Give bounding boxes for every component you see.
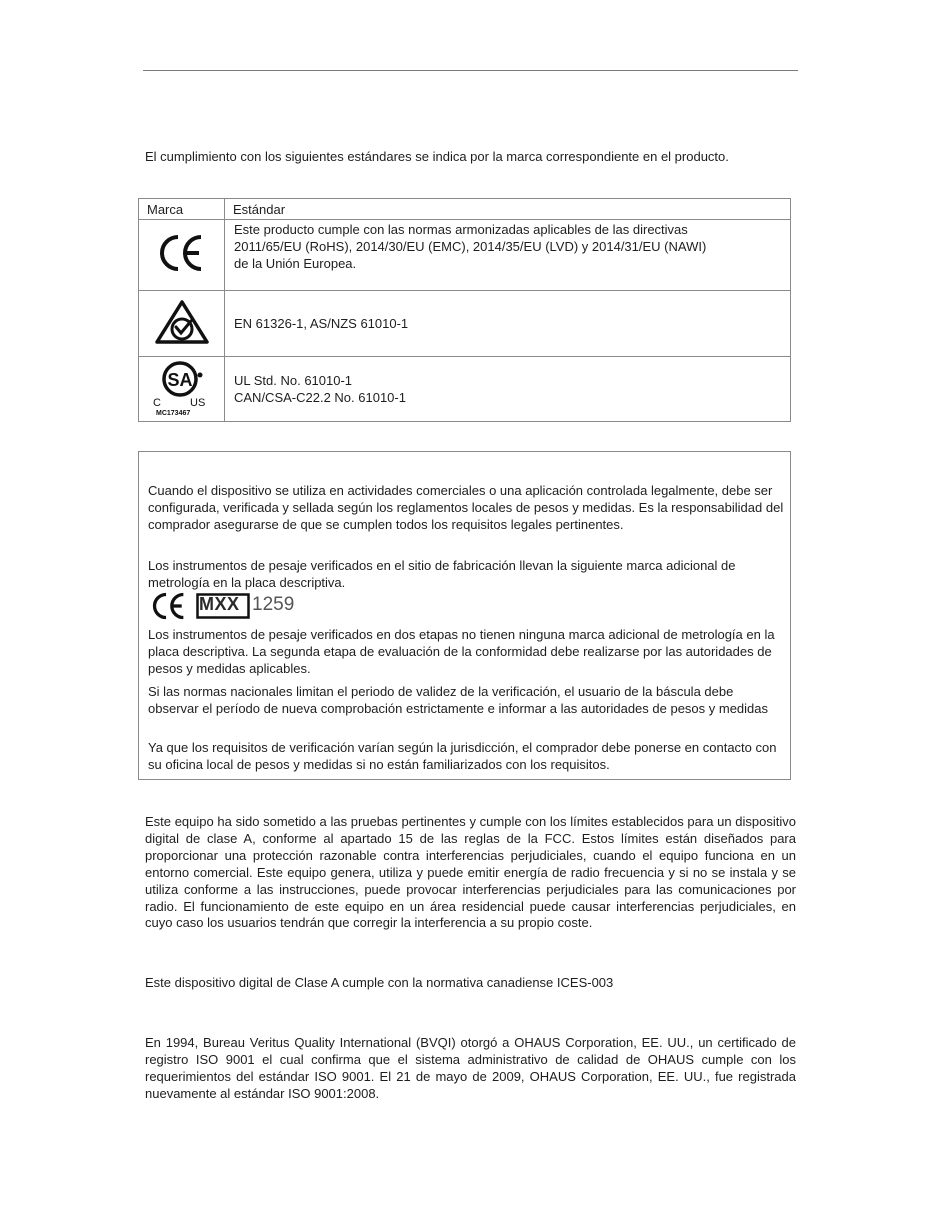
rcm-standard-line: EN 61326-1, AS/NZS 61010-1 [234, 316, 409, 331]
legal-paragraph: Ya que los requisitos de verificación varían según la jurisdicción, el comprador debe ponerse en contacto con su oficina local de pesos y medidas si no están familiarizados con los requisitos. [148, 740, 777, 772]
header-marca: Marca [139, 199, 225, 220]
ce-standard-line: de la Unión Europea. [234, 256, 357, 271]
csa-mark-icon [150, 357, 214, 417]
legal-paragraph: Los instrumentos de pesaje verificados en el sitio de fabricación llevan la siguiente marca adicional de metrología en la placa descriptiva. [148, 558, 736, 590]
ce-mark-icon [157, 233, 207, 273]
header-estandar: Estándar [225, 199, 791, 220]
svg-text:SA: SA [166, 370, 193, 390]
metrology-box-text: MXX [199, 594, 240, 614]
ices-statement: Este dispositivo digital de Clase A cumple con la normativa canadiense ICES-003 [145, 975, 614, 990]
csa-standard-line: UL Std. No. 61010-1 [234, 373, 353, 388]
ce-mark-icon [150, 592, 192, 620]
csa-standard-line: CAN/CSA-C22.2 No. 61010-1 [234, 390, 406, 405]
csa-code-label: MC173467 [155, 410, 190, 417]
metrology-number: 1259 [252, 594, 295, 615]
csa-c-label: C [152, 397, 161, 409]
legal-metrology-box [138, 451, 791, 780]
rcm-mark-icon [154, 299, 210, 345]
header-rule [143, 70, 798, 71]
table-row [139, 220, 791, 291]
ce-standard-line: 2011/65/EU (RoHS), 2014/30/EU (EMC), 2014/35/EU (LVD) y 2014/31/EU (NAWI) [234, 239, 707, 254]
compliance-marks-table [138, 198, 791, 422]
legal-paragraph: Si las normas nacionales limitan el periodo de validez de la verificación, el usuario de la báscula debe observar el período de nueva comprobación estrictamente e informar a las autoridades de pesos y medidas [148, 684, 769, 716]
fcc-statement: Este equipo ha sido sometido a las pruebas pertinentes y cumple con los límites establecidos para un dispositivo digital de clase A, conforme al apartado 15 de las reglas de la FCC. Estos límites están diseñados para proporcionar una protección razonable contra interferencias perjudiciales, cuando el equipo funciona en un entorno comercial. Este equipo genera, utiliza y puede emitir energía de radio frecuencia y si no se instala y se utiliza conforme a las instrucciones, puede provocar interferencias perjudiciales para las comunicaciones por radio. El funcionamiento de este equipo en un área residencial puede causar interferencias perjudiciales, en cuyo caso los usuarios tendrán que corregir la interferencia a su propio coste. [145, 814, 796, 931]
table-row [139, 357, 791, 422]
table-row [139, 291, 791, 357]
legal-paragraph: Los instrumentos de pesaje verificados en dos etapas no tienen ninguna marca adicional de metrología en la placa descriptiva. La segunda etapa de evaluación de la conformidad debe realizarse por las autoridades de pesos y medidas aplicables. [148, 627, 775, 676]
table-header-row [139, 199, 791, 220]
legal-paragraph: Cuando el dispositivo se utiliza en actividades comerciales o una aplicación controlada legalmente, debe ser configurada, verificada y sellada según los reglamentos locales de pesos y medidas. Es la responsabilidad del comprador asegurarse de que se cumplen todos los requisitos legales pertinentes. [148, 483, 784, 532]
csa-us-label: US [189, 397, 205, 409]
ce-standard-line: Este producto cumple con las normas armonizadas aplicables de las directivas [234, 222, 688, 237]
iso-statement: En 1994, Bureau Veritus Quality International (BVQI) otorgó a OHAUS Corporation, EE. UU., un certificado de registro ISO 9001 el cual confirma que el sistema administrativo de calidad de OHAUS cumple con los requerimientos del estándar ISO 9001. El 21 de mayo de 2009, OHAUS Corporation, EE. UU., fue registrada nuevamente al estándar ISO 9001:2008. [145, 1035, 796, 1101]
compliance-intro: El cumplimiento con los siguientes estándares se indica por la marca correspondiente en el producto. [145, 149, 729, 164]
